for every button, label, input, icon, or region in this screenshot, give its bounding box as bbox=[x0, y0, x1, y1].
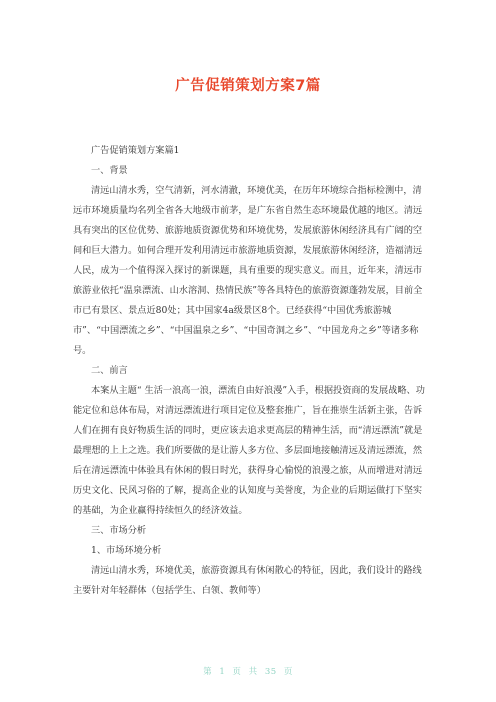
subsection-heading: 1、市场环境分析 bbox=[91, 545, 162, 556]
section-heading: 广告促销策划方案篇1 bbox=[91, 145, 180, 156]
section-heading: 三、市场分析 bbox=[91, 525, 147, 536]
body-paragraph: 本案从主题“ 生活一浪高一浪，漂流自由好浪漫”入手，根据投资商的发展战略、功能定位和总体布局，对清远漂流进行项目定位及整套推广，旨在推崇生活新主张，告诉人们在拥有良好物质生活的同时，更应该去追求更高层的精神生活，而“清远漂流”就是最理想的上上之选。我们所要做的是让游人多方位、多层面地接触清远及清远漂流，然后在清远漂流中体验具有休闲的假日时光，获得身心愉悦的浪漫之旅，从而增进对清远历史文化、民风习俗的了解，提高企业的认知度与美誉度，为企业的后期运做打下坚实的基础，为企业赢得持续恒久的经济效益。 bbox=[73, 385, 425, 516]
page-number-footer: 第 1 页 共 35 页 bbox=[203, 667, 293, 677]
body-paragraph: 清远山清水秀，环境优美，旅游资源具有休闲散心的特征，因此，我们设计的路线主要针对年轻群体（包括学生、白领、教师等） bbox=[73, 565, 422, 596]
document-body bbox=[73, 141, 425, 601]
section-heading: 二、前言 bbox=[91, 365, 128, 376]
body-paragraph: 清远山清水秀，空气清新，河水清澈，环境优美，在历年环境综合指标检测中，清远市环境质量均名列全省各大地级市前茅，是广东省自然生态环境最优越的地区。清远具有突出的区位优势、旅游地质资源优势和环境优势，发展旅游休闲经济具有广阔的空间和巨大潜力。如何合理开发利用清远市旅游地质资源，发展旅游休闲经济，造福清远人民，成为一个值得深入探讨的新课题，具有重要的现实意义。而且，近年来，清远市旅游业依托“温泉漂流、山水溶洞、热情民族”等各具特色的旅游资源蓬勃发展，目前全市已有景区、景点近80处；其中国家4a级景区8个。已经获得“中国优秀旅游城市”、“中国漂流之乡”、“中国温泉之乡”、“中国奇洞之乡”、“中国龙舟之乡”等诸多称号。 bbox=[73, 185, 423, 356]
section-heading: 一、背景 bbox=[91, 165, 128, 176]
document-title: 广告促销策划方案7篇 bbox=[175, 78, 321, 94]
